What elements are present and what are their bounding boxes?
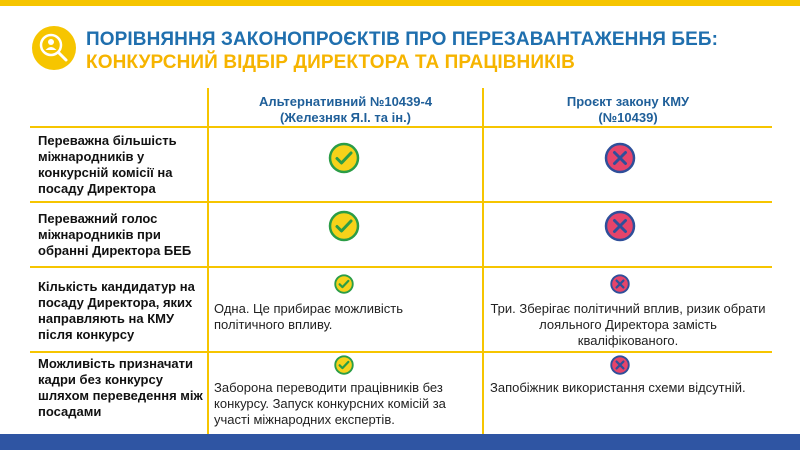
top-accent-bar bbox=[0, 0, 800, 6]
column-header-alternative-line2: (Железняк Я.І. та ін.) bbox=[279, 110, 412, 125]
column-divider-right bbox=[482, 88, 484, 434]
column-header-kmu-line2: (№10439) bbox=[598, 110, 658, 125]
row-divider-2 bbox=[30, 266, 772, 268]
cross-icon bbox=[604, 210, 636, 242]
title-line-2: КОНКУРСНИЙ ВІДБІР ДИРЕКТОРА ТА ПРАЦІВНИКІВ bbox=[86, 52, 576, 73]
row-label-4: Можливість призначати кадри без конкурсу шляхом переведення між посадами bbox=[38, 356, 203, 419]
check-icon bbox=[334, 274, 354, 294]
row-label-1: Переважна більшість міжнародників у конкурсній комісії на посаду Директора bbox=[38, 133, 177, 196]
row-divider-header bbox=[30, 126, 772, 128]
column-header-kmu-line1: Проєкт закону КМУ bbox=[566, 94, 690, 109]
row-divider-1 bbox=[30, 201, 772, 203]
cross-icon bbox=[604, 142, 636, 174]
people-search-icon bbox=[32, 26, 76, 70]
check-icon bbox=[328, 210, 360, 242]
cell-text-row4-alternative: Заборона переводити працівників без конкурсу. Запуск конкурсних комісій за участі міжнародних експертів. bbox=[214, 380, 446, 427]
cell-text-row3-kmu: Три. Зберігає політичний вплив, ризик обрати лояльного Директора замість кваліфікованого. bbox=[490, 301, 766, 348]
column-header-alternative-line1: Альтернативний №10439-4 bbox=[258, 94, 433, 109]
cell-text-row3-alternative: Одна. Це прибирає можливість політичного впливу. bbox=[214, 301, 404, 332]
check-icon bbox=[334, 355, 354, 375]
bottom-accent-bar bbox=[0, 434, 800, 450]
title-line-1: ПОРІВНЯННЯ ЗАКОНОПРОЄКТІВ ПРО ПЕРЕЗАВАНТАЖЕННЯ БЕБ: bbox=[86, 29, 719, 50]
column-header-kmu bbox=[484, 94, 772, 126]
row-divider-3 bbox=[30, 351, 772, 353]
cross-icon bbox=[610, 274, 630, 294]
row-label-2: Переважний голос міжнародників при обранні Директора БЕБ bbox=[38, 211, 192, 258]
row-label-3: Кількість кандидатур на посаду Директора, яких направляють на КМУ після конкурсу bbox=[38, 279, 195, 342]
check-icon bbox=[328, 142, 360, 174]
cross-icon bbox=[610, 355, 630, 375]
column-header-alternative bbox=[209, 94, 482, 126]
page-title bbox=[86, 28, 786, 74]
cell-text-row4-kmu: Запобіжник використання схеми відсутній. bbox=[490, 380, 746, 395]
